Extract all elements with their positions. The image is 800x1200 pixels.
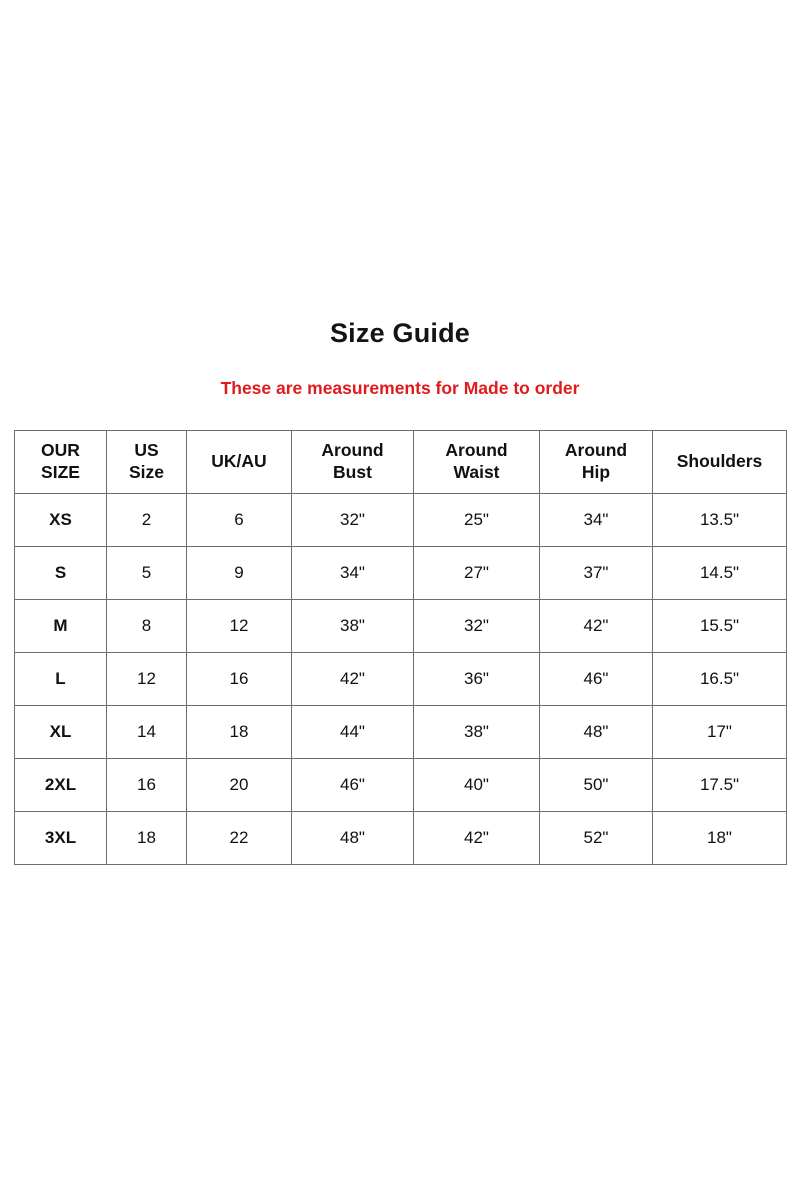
cell-us: 16 xyxy=(107,759,187,812)
cell-hip: 46" xyxy=(540,653,653,706)
cell-hip: 48" xyxy=(540,706,653,759)
cell-waist: 25" xyxy=(414,494,540,547)
cell-size: L xyxy=(15,653,107,706)
cell-shoulders: 14.5" xyxy=(653,547,787,600)
table-header xyxy=(15,431,787,494)
column-header-line2: Bust xyxy=(333,462,372,482)
cell-us: 18 xyxy=(107,812,187,865)
table-row xyxy=(15,653,787,706)
table-row xyxy=(15,600,787,653)
cell-ukau: 18 xyxy=(187,706,292,759)
cell-shoulders: 15.5" xyxy=(653,600,787,653)
cell-hip: 37" xyxy=(540,547,653,600)
cell-ukau: 22 xyxy=(187,812,292,865)
cell-waist: 38" xyxy=(414,706,540,759)
page-title: Size Guide xyxy=(329,318,471,348)
table-row xyxy=(15,812,787,865)
cell-us: 5 xyxy=(107,547,187,600)
cell-bust: 44" xyxy=(292,706,414,759)
cell-shoulders: 17" xyxy=(653,706,787,759)
cell-shoulders: 13.5" xyxy=(653,494,787,547)
column-header-line1: UK/AU xyxy=(211,451,267,472)
cell-shoulders: 18" xyxy=(653,812,787,865)
column-header-line1: Around xyxy=(321,440,384,461)
size-table-container xyxy=(14,430,786,865)
cell-bust: 48" xyxy=(292,812,414,865)
cell-bust: 46" xyxy=(292,759,414,812)
cell-bust: 42" xyxy=(292,653,414,706)
table-header-row xyxy=(15,431,787,494)
size-table xyxy=(14,430,787,865)
cell-size: S xyxy=(15,547,107,600)
column-header-around-bust xyxy=(292,431,414,494)
column-header-line2: Hip xyxy=(581,462,611,482)
cell-shoulders: 17.5" xyxy=(653,759,787,812)
column-header-line1: OUR xyxy=(41,440,80,461)
column-header-our-size xyxy=(15,431,107,494)
cell-us: 8 xyxy=(107,600,187,653)
column-header-line1: US xyxy=(134,440,159,461)
cell-hip: 42" xyxy=(540,600,653,653)
cell-waist: 40" xyxy=(414,759,540,812)
table-row xyxy=(15,759,787,812)
column-header-around-waist xyxy=(414,431,540,494)
cell-ukau: 12 xyxy=(187,600,292,653)
cell-ukau: 6 xyxy=(187,494,292,547)
cell-bust: 34" xyxy=(292,547,414,600)
column-header-shoulders xyxy=(653,431,787,494)
column-header-line2: Size xyxy=(128,462,165,482)
table-row xyxy=(15,547,787,600)
cell-size: 3XL xyxy=(15,812,107,865)
column-header-line1: Shoulders xyxy=(676,451,763,472)
column-header-line2: SIZE xyxy=(41,462,80,482)
table-row xyxy=(15,706,787,759)
cell-waist: 36" xyxy=(414,653,540,706)
cell-us: 12 xyxy=(107,653,187,706)
cell-hip: 34" xyxy=(540,494,653,547)
cell-us: 2 xyxy=(107,494,187,547)
column-header-line1: Around xyxy=(564,440,628,461)
cell-size: M xyxy=(15,600,107,653)
column-header-around-hip xyxy=(540,431,653,494)
cell-shoulders: 16.5" xyxy=(653,653,787,706)
column-header-uk-au xyxy=(187,431,292,494)
column-header-line2: Waist xyxy=(453,462,500,482)
cell-waist: 42" xyxy=(414,812,540,865)
table-row xyxy=(15,494,787,547)
cell-size: 2XL xyxy=(15,759,107,812)
page-subtitle: These are measurements for Made to order xyxy=(220,378,580,398)
cell-waist: 32" xyxy=(414,600,540,653)
column-header-line1: Around xyxy=(445,440,508,461)
cell-hip: 50" xyxy=(540,759,653,812)
table-body xyxy=(15,494,787,865)
column-header-us-size xyxy=(107,431,187,494)
cell-waist: 27" xyxy=(414,547,540,600)
cell-ukau: 16 xyxy=(187,653,292,706)
cell-hip: 52" xyxy=(540,812,653,865)
cell-bust: 32" xyxy=(292,494,414,547)
cell-bust: 38" xyxy=(292,600,414,653)
cell-size: XL xyxy=(15,706,107,759)
cell-ukau: 9 xyxy=(187,547,292,600)
cell-us: 14 xyxy=(107,706,187,759)
cell-ukau: 20 xyxy=(187,759,292,812)
cell-size: XS xyxy=(15,494,107,547)
